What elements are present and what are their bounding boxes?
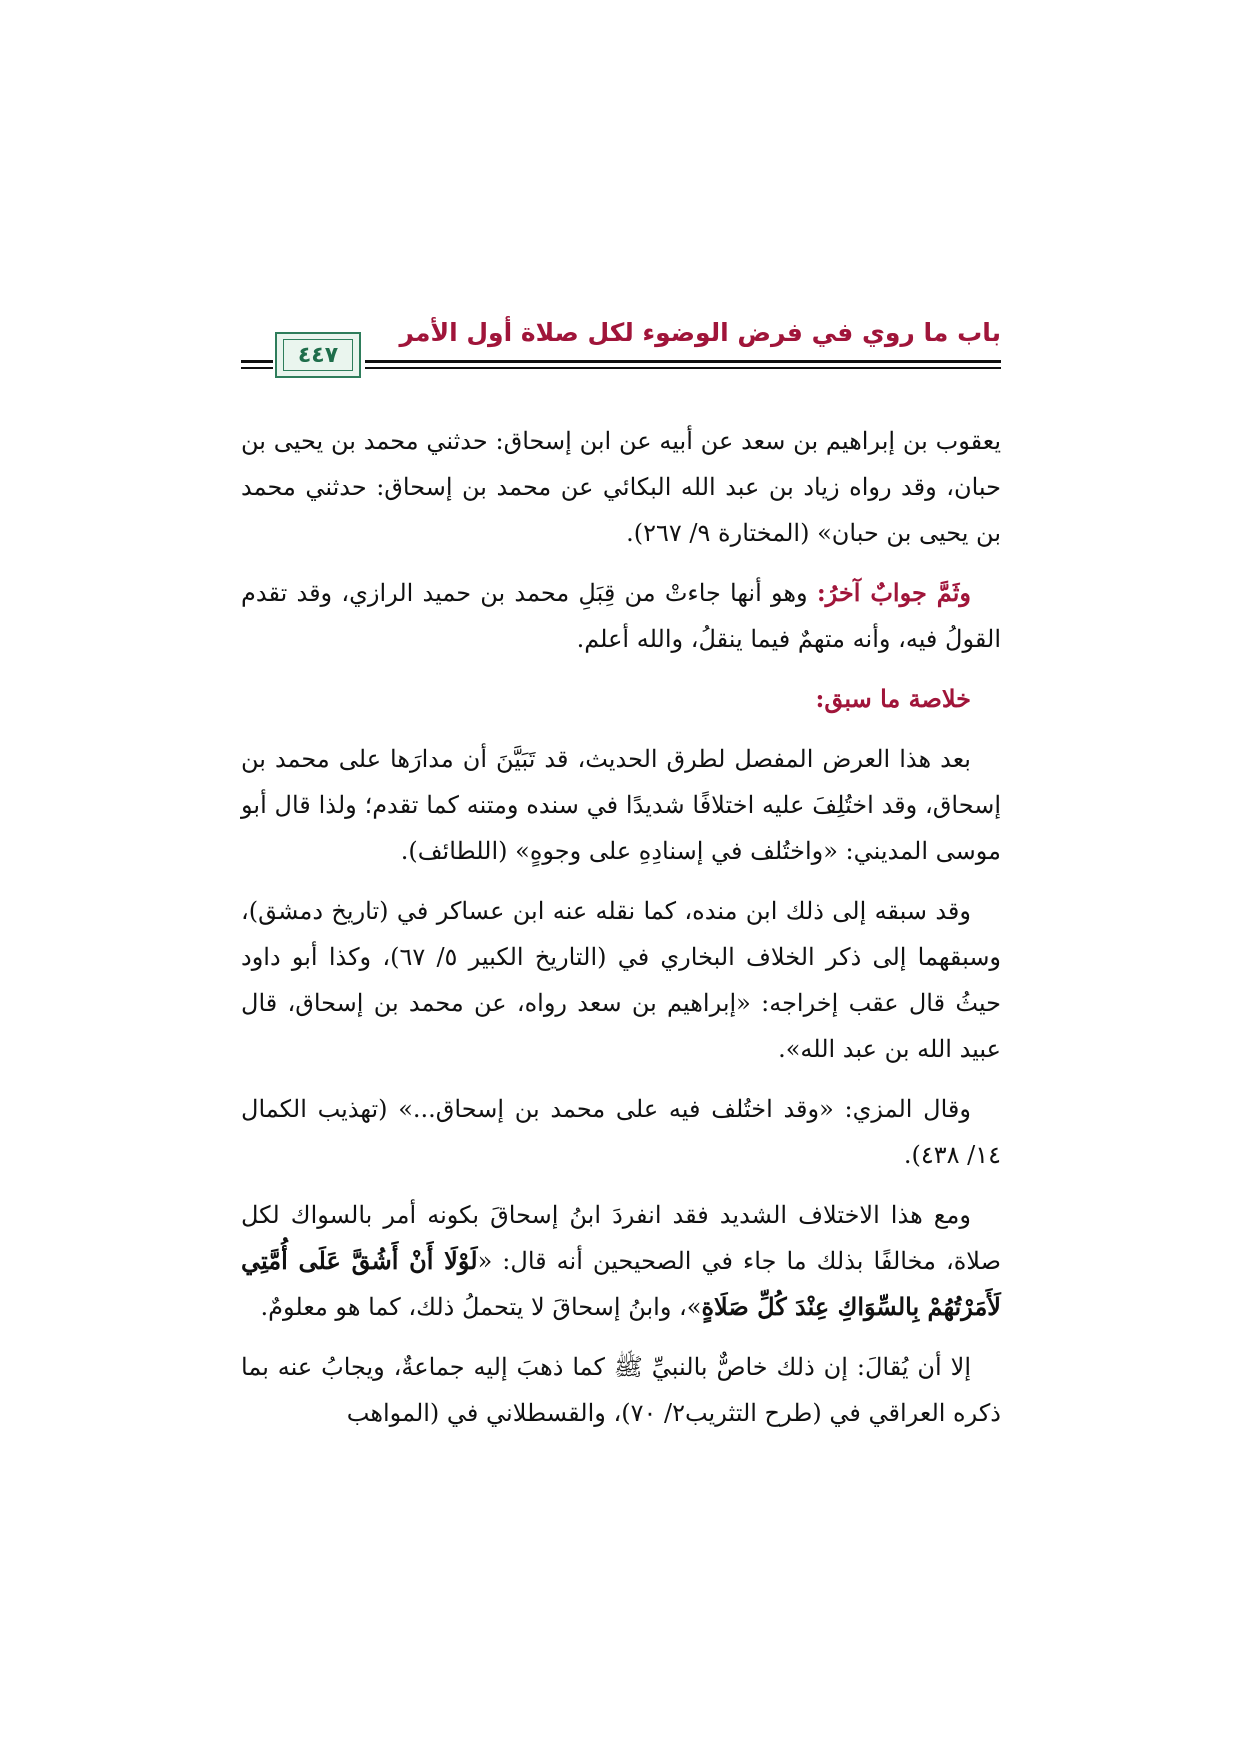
inline-heading: وثَمَّ جوابٌ آخرُ: [816, 578, 971, 607]
paragraph-text: »، وابنُ إسحاقَ لا يتحملُ ذلك، كما هو معلومٌ. [260, 1293, 702, 1321]
paragraph: وقال المزي: «وقد اختُلف فيه على محمد بن إسحاق...» (تهذيب الكمال ١٤/ ٤٣٨). [241, 1095, 1001, 1169]
chapter-title: باب ما روي في فرض الوضوء لكل صلاة أول الأمر [399, 318, 1001, 347]
paragraph-text: ومع هذا الاختلاف الشديد فقد انفردَ ابنُ إسحاقَ بكونه أمر بالسواك لكل صلاة، مخالفًا بذلك ما جاء في الصحيحين أنه قال: « [241, 1201, 1001, 1275]
paragraph-text: وهو أنها جاءتْ من قِبَلِ محمد بن حميد الرازي، وقد تقدم القولُ فيه، وأنه متهمٌ فيما ينقلُ، والله أعلم. [241, 579, 1001, 653]
paragraph: بعد هذا العرض المفصل لطرق الحديث، قد تَبَيَّنَ أن مدارَها على محمد بن إسحاق، وقد اختُلِفَ عليه اختلافًا شديدًا في سنده ومتنه كما تقدم؛ ولذا قال أبو موسى المديني: «واختُلف في إسنادِهِ على وجوهٍ» (اللطائف). [241, 745, 1001, 865]
page-number-badge [275, 332, 361, 378]
header-rule-thin [365, 367, 1001, 369]
header-rule-left-thick [241, 360, 273, 363]
header-rule-left-thin [241, 367, 273, 369]
paragraph [241, 1192, 1001, 1330]
paragraph: إلا أن يُقالَ: إن ذلك خاصٌّ بالنبيِّ ﷺ كما ذهبَ إليه جماعةٌ، ويجابُ عنه بما ذكره العراقي في (طرح التثريب٢/ ٧٠)، والقسطلاني في (المواهب [241, 1353, 1001, 1427]
section-heading: خلاصة ما سبق: [815, 684, 971, 713]
paragraph: وقد سبقه إلى ذلك ابن منده، كما نقله عنه ابن عساكر في (تاريخ دمشق)، وسبقهما إلى ذكر الخلاف البخاري في (التاريخ الكبير ٥/ ٦٧)، وكذا أبو داود حيثُ قال عقب إخراجه: «إبراهيم بن سعد رواه، عن محمد بن إسحاق، قال عبيد الله بن عبد الله». [241, 897, 1002, 1063]
paragraph: يعقوب بن إبراهيم بن سعد عن أبيه عن ابن إسحاق: حدثني محمد بن يحيى بن حبان، وقد رواه زياد بن عبد الله البكائي عن محمد بن إسحاق: حدثني محمد بن يحيى بن حبان» (المختارة ٩/ ٢٦٧). [241, 427, 1002, 547]
page-number: ٤٤٧ [283, 339, 353, 371]
hadith-quote: لَوْلَا أَنْ أَشُقَّ عَلَى أُمَّتِي لَأَمَرْتُهُمْ بِالسِّوَاكِ عِنْدَ كُلِّ صَلَاةٍ [241, 1246, 1001, 1321]
header-rule-thick [365, 360, 1001, 363]
paragraph [241, 570, 1001, 662]
page-body [241, 418, 1001, 1450]
page-header [241, 318, 1001, 388]
